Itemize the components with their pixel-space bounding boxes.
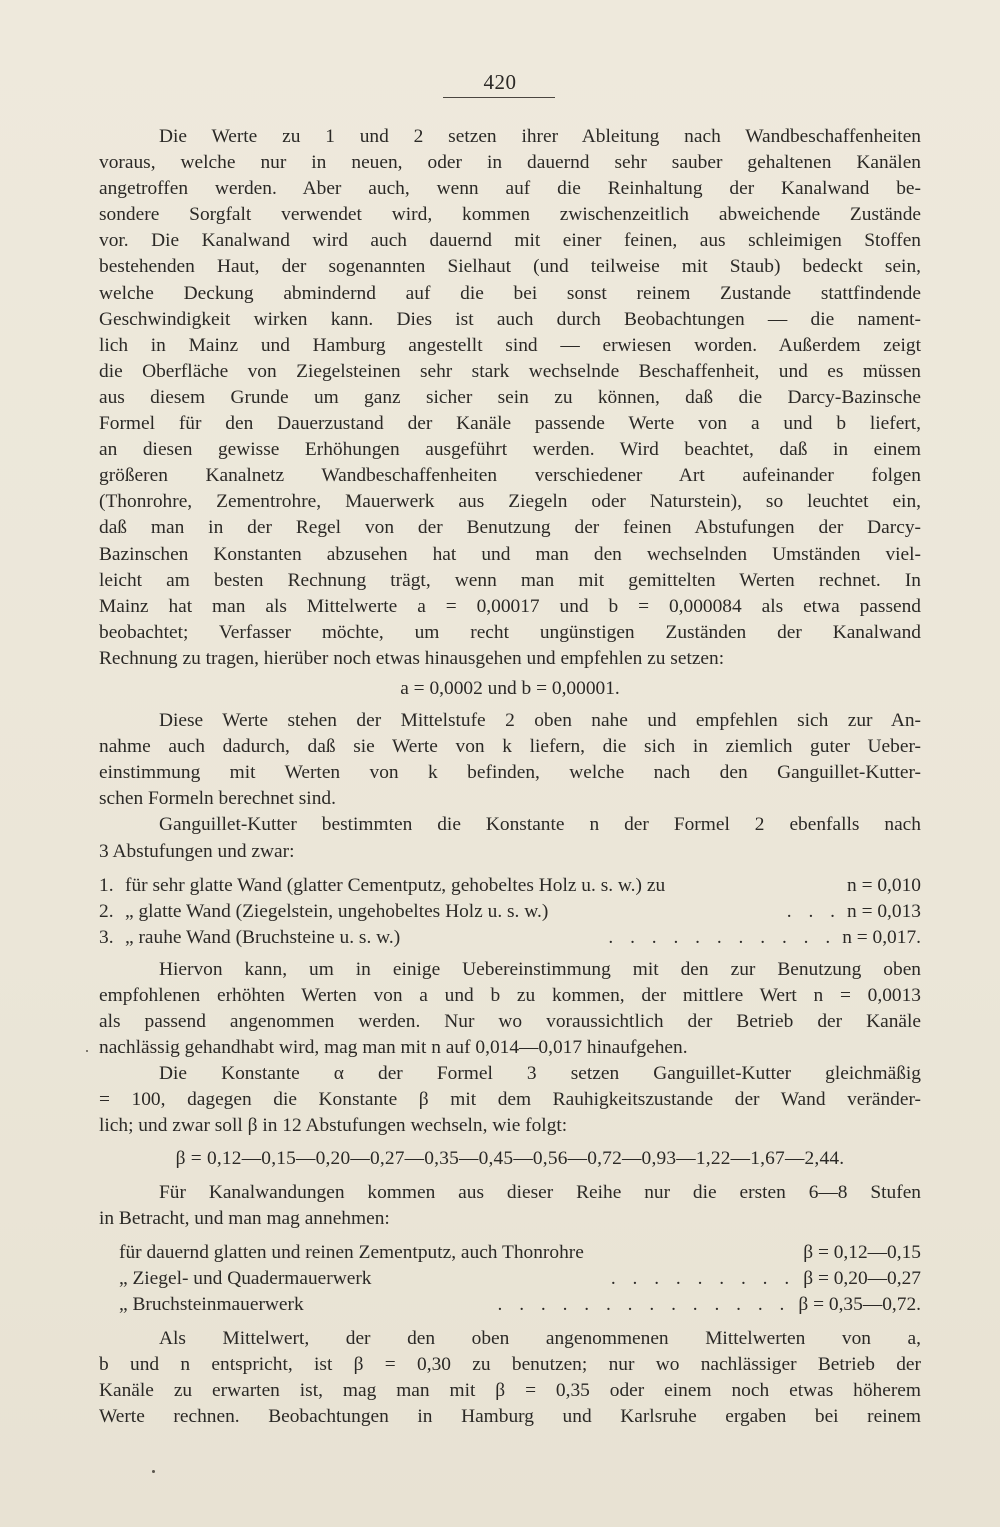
scan-speck: [152, 1470, 155, 1473]
text-line: nachlässig gehandhabt wird, mag man mit n auf 0,014—0,017 hinaufgehen.: [99, 1037, 688, 1059]
text-line: empfohlenen erhöhten Werten von a und b zu kommen, der mittlere Wert n = 0,0013: [99, 985, 921, 1006]
list-item: [119, 1240, 921, 1266]
text-line: beobachtet; Verfasser möchte, um recht ungünstigen Zuständen der Kanalwand: [99, 621, 921, 643]
text-line: schen Formeln berechnet sind.: [99, 788, 336, 810]
list-item: [99, 925, 921, 951]
text-line: größeren Kanalnetz Wandbeschaffenheiten verschiedener Art aufeinander folgen: [99, 465, 921, 487]
text-line: aus diesem Grunde um ganz sicher sein zu können, daß die Darcy-Bazinsche: [99, 386, 921, 408]
text-line: in Betracht, und man mag annehmen:: [99, 1207, 390, 1229]
page-header: [0, 70, 1000, 95]
leader-dots: [665, 873, 847, 899]
text-line: nahme auch dadurch, daß sie Werte von k liefern, die sich in ziemlich guter Ueber-: [99, 736, 921, 758]
text-line: leicht am besten Rechnung trägt, wenn man mit gemittelten Werten rechnet. In: [99, 569, 921, 591]
list-number: 1.: [99, 874, 114, 896]
list-text: „ Bruchsteinmauerwerk: [119, 1294, 304, 1316]
text-line: lich; und zwar soll β in 12 Abstufungen wechseln, wie folgt:: [99, 1115, 568, 1137]
paragraph-7: [99, 1326, 921, 1430]
list-item: [119, 1266, 921, 1292]
leader-dots: [584, 1240, 803, 1266]
text-line: Formel für den Dauerzustand der Kanäle passende Werte von a und b liefert,: [99, 413, 921, 435]
text-line: als passend angenommen werden. Nur wo voraussichtlich der Betrieb der Kanäle: [99, 1011, 921, 1033]
list-number: 3.: [99, 926, 114, 948]
paragraph-6: [99, 1180, 921, 1232]
text-line: sondere Sorgfalt verwendet wird, kommen zwischenzeitlich abweichende Zustände: [99, 204, 921, 226]
n-values-list: [99, 873, 921, 951]
list-value: n = 0,010: [847, 874, 921, 896]
text-line: Für Kanalwandungen kommen aus dieser Reihe nur die ersten 6—8 Stufen: [159, 1181, 921, 1203]
text-line: vor. Die Kanalwand wird auch dauernd mit einer feinen, aus schleimigen Stoffen: [99, 230, 921, 252]
text-line: Diese Werte stehen der Mittelstufe 2 oben nahe und empfehlen sich zur An-: [159, 710, 921, 732]
text-line: voraus, welche nur in neuen, oder in dauernd sehr sauber gehaltenen Kanälen: [99, 152, 921, 174]
text-line: an diesen gewisse Erhöhungen ausgeführt werden. Wird beachtet, daß in einem: [99, 439, 921, 461]
text-line: daß man in der Regel von der Benutzung der feinen Abstufungen der Darcy-: [99, 517, 921, 539]
text-line: (Thonrohre, Zementrohre, Mauerwerk aus Ziegeln oder Naturstein), so leuchtet ein,: [99, 491, 921, 513]
beta-series: β = 0,12—0,15—0,20—0,27—0,35—0,45—0,56—0,72—0,93—1,22—1,67—2,44.: [175, 1147, 845, 1169]
list-text: „ glatte Wand (Ziegelstein, ungehobeltes Holz u. s. w.): [125, 900, 549, 922]
list-value: n = 0,013: [847, 900, 921, 922]
list-number: 2.: [99, 900, 114, 922]
text-line: bestehenden Haut, der sogenannten Sielhaut (und teilweise mit Staub) bedeckt sein,: [99, 256, 921, 278]
list-value: β = 0,12—0,15: [803, 1241, 921, 1263]
text-line: Als Mittelwert, der den oben angenommenen Mittelwerten von a,: [159, 1328, 921, 1350]
list-text: für sehr glatte Wand (glatter Cementputz, gehobeltes Holz u. s. w.) zu: [125, 874, 666, 896]
text-line: die Oberfläche von Ziegelsteinen sehr stark wechselnde Beschaffenheit, und es müssen: [99, 360, 921, 382]
text-line: Ganguillet-Kutter bestimmten die Konstante n der Formel 2 ebenfalls nach: [159, 814, 921, 836]
header-rule: [443, 97, 555, 98]
page-number: 420: [483, 70, 517, 94]
text-line: Hiervon kann, um in einige Uebereinstimmung mit den zur Benutzung oben: [159, 958, 921, 980]
text-line: Die Werte zu 1 und 2 setzen ihrer Ableitung nach Wandbeschaffenheiten: [159, 126, 921, 147]
text-line: 3 Abstufungen und zwar:: [99, 840, 295, 862]
text-line: = 100, dagegen die Konstante β mit dem Rauhigkeitszustande der Wand veränder-: [99, 1089, 921, 1111]
text-line: einstimmung mit Werten von k befinden, welche nach den Ganguillet-Kutter-: [99, 762, 921, 784]
paragraph-2: [99, 708, 921, 812]
text-line: b und n entspricht, ist β = 0,30 zu benutzen; nur wo nachlässiger Betrieb der: [99, 1354, 921, 1376]
text-line: Die Konstante α der Formel 3 setzen Ganguillet-Kutter gleichmäßig: [159, 1063, 921, 1085]
list-text: „ Ziegel- und Quadermauerwerk: [119, 1267, 372, 1289]
paragraph-1: [99, 124, 921, 672]
scan-speck: [86, 1050, 88, 1052]
paragraph-4: [99, 957, 921, 1061]
text-line: Werte rechnen. Beobachtungen in Hamburg und Karlsruhe ergaben bei reinem: [99, 1406, 921, 1428]
text-line: Bazinschen Konstanten abzusehen hat und man den wechselnden Umständen viel-: [99, 543, 921, 565]
text-line: lich in Mainz und Hamburg angestellt sind — erwiesen worden. Außerdem zeigt: [99, 334, 921, 356]
text-line: Geschwindigkeit wirken kann. Dies ist auch durch Beobachtungen — die nament-: [99, 308, 921, 330]
leader-dots: . . . . . . . . . . . . . .: [497, 1294, 791, 1316]
leader-dots: . . .: [786, 900, 842, 922]
text-line: welche Deckung abmindernd auf die bei sonst reinem Zustande stattfindende: [99, 282, 921, 304]
beta-values-list: [99, 1240, 921, 1318]
list-item: [119, 1292, 921, 1318]
list-text: „ rauhe Wand (Bruchsteine u. s. w.): [125, 926, 401, 948]
list-item: [99, 873, 921, 899]
leader-dots: . . . . . . . . . . .: [608, 926, 837, 948]
paragraph-3: [99, 812, 921, 864]
paragraph-5: [99, 1061, 921, 1139]
leader-dots: . . . . . . . . .: [610, 1267, 796, 1289]
list-value: n = 0,017.: [842, 926, 921, 948]
list-value: β = 0,20—0,27: [803, 1267, 921, 1289]
text-line: Rechnung zu tragen, hierüber noch etwas hinausgehen und empfehlen zu setzen:: [99, 647, 725, 669]
body-text: [99, 124, 921, 1431]
formula-a-b: a = 0,0002 und b = 0,00001.: [400, 677, 620, 699]
text-line: Kanäle zu erwarten ist, mag man mit β = 0,35 oder einem noch etwas höherem: [99, 1380, 921, 1402]
list-value: β = 0,35—0,72.: [798, 1294, 921, 1316]
list-item: [99, 899, 921, 925]
text-line: angetroffen werden. Aber auch, wenn auf die Reinhaltung der Kanalwand be-: [99, 178, 921, 200]
text-line: Mainz hat man als Mittelwerte a = 0,00017 und b = 0,000084 als etwa passend: [99, 595, 921, 617]
list-text: für dauernd glatten und reinen Zementputz, auch Thonrohre: [119, 1241, 584, 1263]
